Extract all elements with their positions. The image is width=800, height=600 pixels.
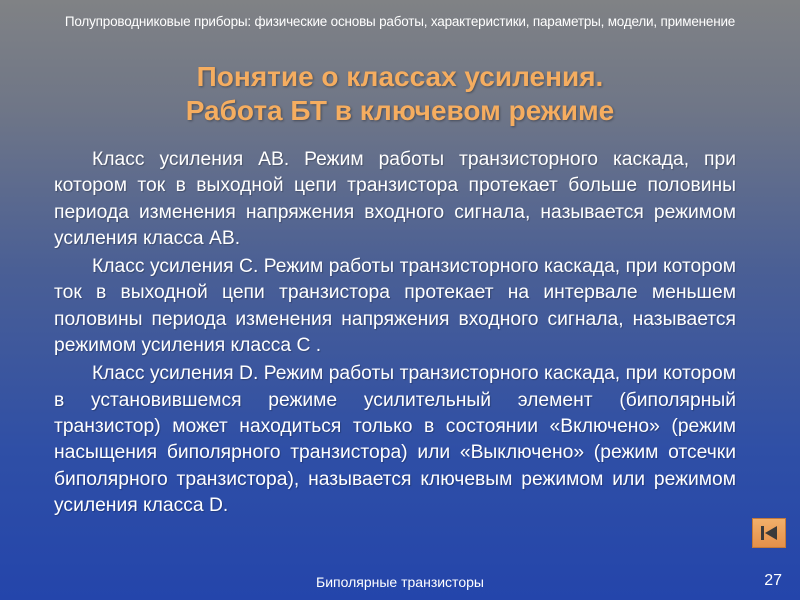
slide-body: [54, 147, 736, 521]
page-number: 27: [764, 572, 782, 589]
paragraph-class-ab: Класс усиления АВ. Режим работы транзисторного каскада, при котором ток в выходной цепи транзистора протекает больше половины периода изменения напряжения входного сигнала, называется режимом усиления класса АВ.: [54, 149, 736, 249]
paragraph-class-c: Класс усиления С. Режим работы транзисторного каскада, при котором ток в выходной цепи транзистора протекает на интервале меньшем половины периода изменения напряжения входного сигнала, называется режимом усиления класса С .: [54, 256, 736, 357]
skip-to-first-icon: [760, 525, 778, 541]
paragraph-class-d: Класс усиления D. Режим работы транзисторного каскада, при котором в установившемся режиме усилительный элемент (биполярный транзистор) может находиться только в состоянии «Включено» (режим насыщения биполярного транзистора) или «Выключено» (режим отсечки биполярного транзистора), называется ключевым режимом или режимом усиления класса D.: [54, 363, 736, 516]
footer-topic: Биполярные транзисторы: [316, 574, 484, 590]
slide-header: Полупроводниковые приборы: физические основы работы, характеристики, параметры, модели, применение: [64, 14, 736, 29]
slide-title-line-1: Понятие о классах усиления.: [196, 61, 604, 92]
first-slide-button[interactable]: [752, 518, 786, 548]
slide-title: [0, 60, 800, 128]
slide-title-line-2: Работа БТ в ключевом режиме: [185, 95, 615, 126]
